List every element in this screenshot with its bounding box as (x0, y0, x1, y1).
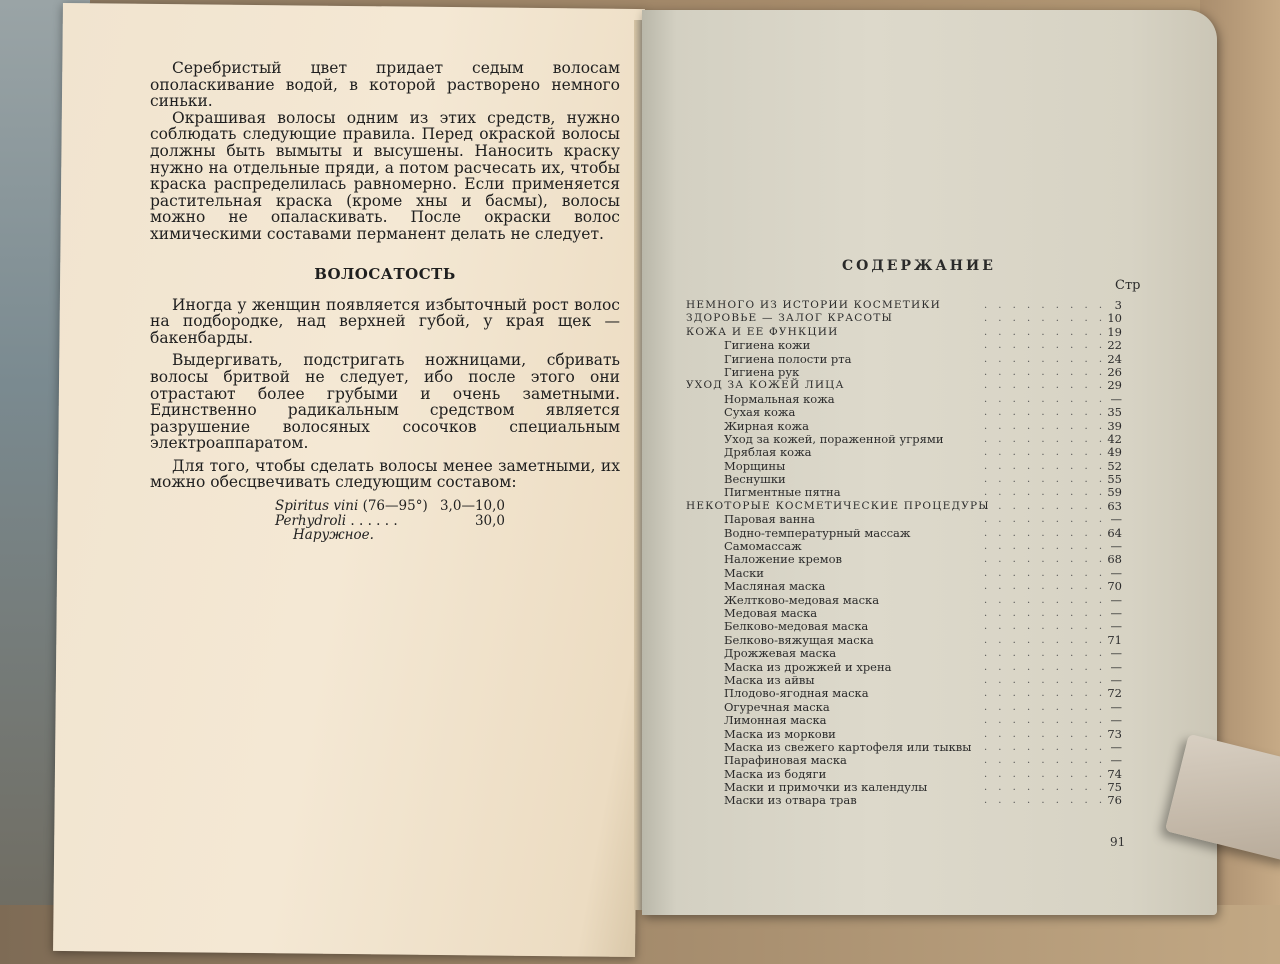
toc-entry-title: Гигиена полости рта (724, 351, 852, 366)
toc-entry-title: Веснушки (724, 472, 786, 487)
toc-entry-page: — (1110, 739, 1122, 754)
paragraph-removal: Выдергивать, подстригать ножницами, сбривать волосы бритвой не следует, ибо после этого они отрастают более грубыми и очень заметными. Единственно радикальным средством является разрушение волосяных сосочков специальным электроаппаратом. (150, 351, 620, 453)
toc-leader-dots: . . . . . . . . . (983, 741, 1106, 753)
toc-leader-dots: . . . . . . . . . (983, 594, 1106, 606)
toc-entry (686, 366, 1126, 379)
toc-entry-page: — (1110, 619, 1122, 634)
toc-entry (686, 580, 1126, 593)
toc-leader-dots: . . . . . . . . . (983, 715, 1106, 727)
toc-entry-page: — (1110, 592, 1122, 607)
toc-entry (686, 353, 1126, 366)
toc-entry (686, 674, 1126, 687)
toc-entry (686, 433, 1126, 446)
toc-entry-page: — (1110, 539, 1122, 554)
toc-entry-title: Жирная кожа (724, 418, 809, 433)
toc-entry (686, 500, 1126, 513)
formula-block (275, 499, 620, 543)
toc-entry-title: Гигиена кожи (724, 338, 811, 353)
toc-leader-dots: . . . . . . . . . (983, 795, 1106, 807)
toc-entry-title: Масляная маска (724, 579, 826, 594)
toc-entry-page: 52 (1107, 458, 1122, 473)
toc-entry-page: — (1110, 672, 1122, 687)
paragraph-hirsutism: Иногда у женщин появляется избыточный рост волос на подбородке, над верхней губой, у края щек — бакенбарды. (150, 295, 620, 347)
toc-leader-dots: . . . . . . . . . (983, 300, 1106, 311)
toc-entry (686, 754, 1126, 767)
toc-entry-page: 76 (1107, 793, 1122, 808)
toc-entry-title: НЕМНОГО ИЗ ИСТОРИИ КОСМЕТИКИ (686, 299, 942, 311)
toc-entry (686, 540, 1126, 553)
toc-entry-title: Желтково-медовая маска (724, 592, 880, 607)
toc-entry-page: 72 (1107, 686, 1122, 701)
toc-entry-title: Нормальная кожа (724, 391, 835, 406)
toc-entry-page: 19 (1107, 324, 1122, 339)
toc-entry-page: — (1110, 753, 1122, 768)
toc-leader-dots: . . . . . . . . . (983, 393, 1106, 405)
paragraph-bleaching: Для того, чтобы сделать волосы менее заметными, их можно обесцвечивать следующим составом: (150, 456, 620, 492)
toc-entry (686, 701, 1126, 714)
toc-entry-title: УХОД ЗА КОЖЕЙ ЛИЦА (686, 379, 845, 392)
toc-leader-dots: . . . . . . . . . (983, 688, 1106, 700)
toc-entry-title: Маска из моркови (724, 726, 836, 741)
toc-entry-page: 68 (1107, 552, 1122, 567)
paragraph-dyeing-rules: Окрашивая волосы одним из этих средств, нужно соблюдать следующие правила. Перед окраской волосы должны быть вымыты и высушены. Наносить краску нужно на отдельные пряди, а потом расчесать их, чтобы краска распределилась равномерно. Если применяется растительная краска (кроме хны и басмы), волосы можно не опаласкивать. После окраски волос химическими составами пермaнент делать не следует. (150, 108, 620, 243)
toc-entry-page: 75 (1107, 780, 1122, 795)
toc-entry-page: 10 (1107, 311, 1122, 326)
toc-entry-title: Парафиновая маска (724, 753, 847, 768)
formula-amount: 30,0 (474, 512, 505, 529)
toc-entry-title: Уход за кожей, пораженной угрями (724, 431, 944, 446)
toc-entry-page: 3 (1114, 298, 1122, 312)
toc-entry (686, 768, 1126, 781)
toc-entry-page: — (1110, 391, 1122, 406)
toc-leader-dots: . . . . . . . . . (983, 768, 1106, 780)
toc-entry-title: Маски и примочки из календулы (724, 780, 928, 795)
toc-entry-title: Дряблая кожа (724, 445, 812, 460)
formula-note: Наружное. (293, 527, 374, 544)
toc-leader-dots: . . . . . . . . . (983, 447, 1106, 459)
toc-entry-page: — (1110, 565, 1122, 580)
toc-leader-dots: . . . . . . . . . (983, 728, 1106, 740)
toc-entry-title: Белково-вяжущая маска (724, 632, 874, 647)
section-heading: ВОЛОСАТОСТЬ (314, 264, 456, 283)
toc-leader-dots: . . . . . . . . . (983, 340, 1106, 352)
toc-entry-page: 64 (1107, 525, 1122, 540)
toc-entry (686, 527, 1126, 540)
toc-entry (686, 446, 1126, 459)
toc-entry-title: Гигиена рук (724, 364, 800, 379)
toc-entry-page: — (1110, 659, 1122, 674)
table-of-contents (686, 299, 1126, 808)
toc-entry (686, 794, 1126, 807)
toc-entry-page: 63 (1107, 498, 1122, 513)
toc-leader-dots: . . . . . . . . . (983, 755, 1106, 767)
toc-entry (686, 620, 1126, 633)
toc-entry-page: 26 (1107, 364, 1122, 379)
toc-entry-page: 35 (1107, 405, 1122, 420)
toc-entry (686, 473, 1126, 486)
paragraph-silver-color: Серебристый цвет придает седым волосам ополаскивание водой, в которой растворено немного синьки. (150, 59, 620, 111)
toc-entry-title: КОЖА И ЕЕ ФУНКЦИИ (686, 325, 839, 338)
toc-entry (686, 312, 1126, 325)
toc-entry-title: Маска из дрожжей и хрена (724, 659, 892, 674)
toc-entry-title: НЕКОТОРЫЕ КОСМЕТИЧЕСКИЕ ПРОЦЕДУРЫ (686, 499, 990, 512)
toc-title: СОДЕРЖАНИЕ (842, 258, 996, 274)
toc-leader-dots: . . . . . . . . . (983, 433, 1106, 445)
toc-entry (686, 339, 1126, 352)
toc-leader-dots: . . . . . . . . . (983, 474, 1106, 486)
toc-leader-dots: . . . . . . . . . (983, 407, 1106, 419)
toc-entry-title: Пигментные пятна (724, 485, 841, 500)
toc-entry (686, 687, 1126, 700)
toc-entry-page: — (1110, 512, 1122, 527)
toc-entry-title: Маски (724, 565, 764, 580)
toc-leader-dots: . . . . . . . . . (983, 353, 1106, 365)
toc-entry-title: Лимонная маска (724, 713, 827, 728)
toc-entry-title: Маска из бодяги (724, 766, 827, 781)
toc-leader-dots: . . . . . . . . . (983, 554, 1106, 566)
toc-entry-page: 73 (1107, 726, 1122, 741)
toc-entry-page: 71 (1107, 632, 1122, 647)
toc-entry-page: — (1110, 713, 1122, 728)
toc-leader-dots: . . . . . . . . . (983, 674, 1106, 686)
toc-entry (686, 299, 1126, 312)
toc-leader-dots: . . . . . . . . . (983, 527, 1106, 539)
toc-entry-title: Морщины (724, 458, 786, 473)
formula-amount: 3,0—10,0 (439, 498, 505, 515)
toc-leader-dots: . . . . . . . . . (983, 701, 1106, 713)
toc-leader-dots: . . . . . . . . . (983, 648, 1106, 660)
toc-entry-page: 24 (1107, 351, 1122, 366)
toc-entry (686, 393, 1126, 406)
toc-leader-dots: . . . . . . . . . (983, 607, 1106, 619)
formula-detail: (76—95°) (362, 498, 428, 515)
toc-entry-title: Огуречная маска (724, 699, 830, 714)
toc-entry-page: 49 (1107, 445, 1122, 460)
toc-leader-dots: . . . . . . . . . (983, 487, 1106, 499)
toc-entry-page: 39 (1107, 418, 1122, 433)
formula-dots: . . . . . . (350, 512, 398, 529)
toc-leader-dots: . . . . . . . . . (983, 567, 1106, 579)
toc-entry-page: 42 (1107, 431, 1122, 446)
toc-entry-page: 29 (1107, 378, 1122, 393)
formula-row (275, 499, 505, 514)
toc-entry (686, 486, 1126, 499)
toc-entry-page: 59 (1107, 485, 1122, 500)
toc-entry-title: Водно-температурный массаж (724, 525, 911, 540)
toc-entry (686, 406, 1126, 419)
toc-entry-page: 22 (1107, 338, 1122, 353)
toc-entry (686, 420, 1126, 433)
toc-entry (686, 553, 1126, 566)
formula-ingredient: Perhydroli (275, 512, 347, 529)
toc-entry (686, 567, 1126, 580)
toc-leader-dots: . . . . . . . . . (983, 500, 1106, 512)
toc-leader-dots: . . . . . . . . . (983, 420, 1106, 432)
toc-entry (686, 647, 1126, 660)
toc-entry-title: Сухая кожа (724, 405, 796, 420)
toc-leader-dots: . . . . . . . . . (983, 366, 1106, 378)
toc-leader-dots: . . . . . . . . . (983, 661, 1106, 673)
toc-leader-dots: . . . . . . . . . (983, 514, 1106, 526)
toc-entry-page: 74 (1107, 766, 1122, 781)
toc-entry-title: Белково-медовая маска (724, 619, 869, 634)
toc-entry (686, 741, 1126, 754)
toc-entry-title: Паровая ванна (724, 512, 815, 527)
toc-entry-title: Самомассаж (724, 539, 802, 554)
toc-entry (686, 714, 1126, 727)
toc-entry (686, 728, 1126, 741)
toc-entry-page: 55 (1107, 472, 1122, 487)
toc-leader-dots: . . . . . . . . . (983, 380, 1106, 392)
toc-entry-page: 70 (1107, 579, 1122, 594)
toc-entry (686, 513, 1126, 526)
formula-row (275, 514, 505, 529)
toc-leader-dots: . . . . . . . . . (983, 782, 1106, 794)
formula-ingredient: Spiritus vini (275, 498, 359, 515)
toc-entry (686, 607, 1126, 620)
toc-leader-dots: . . . . . . . . . (983, 326, 1106, 338)
toc-entry (686, 634, 1126, 647)
toc-entry-title: Наложение кремов (724, 552, 842, 567)
toc-leader-dots: . . . . . . . . . (983, 541, 1106, 553)
toc-page-column-header: Стр (1115, 278, 1141, 293)
toc-entry (686, 326, 1126, 339)
toc-leader-dots: . . . . . . . . . (983, 621, 1106, 633)
toc-entry (686, 379, 1126, 392)
toc-leader-dots: . . . . . . . . . (983, 581, 1106, 593)
toc-entry-title: Маска из свежего картофеля или тыквы (724, 739, 972, 754)
toc-entry-page: — (1110, 605, 1122, 620)
toc-entry-page: — (1110, 699, 1122, 714)
toc-entry-title: Медовая маска (724, 605, 818, 620)
toc-entry-page: — (1110, 646, 1122, 661)
toc-entry (686, 594, 1126, 607)
toc-leader-dots: . . . . . . . . . (983, 313, 1106, 325)
toc-entry (686, 781, 1126, 794)
toc-entry-title: Маска из айвы (724, 672, 815, 687)
toc-entry-title: ЗДОРОВЬЕ — ЗАЛОГ КРАСОТЫ (686, 312, 894, 325)
toc-entry (686, 460, 1126, 473)
toc-entry (686, 661, 1126, 674)
toc-entry-title: Маски из отвара трав (724, 793, 857, 808)
left-page-text (150, 60, 620, 543)
toc-leader-dots: . . . . . . . . . (983, 634, 1106, 646)
toc-entry-title: Дрожжевая маска (724, 646, 837, 661)
toc-leader-dots: . . . . . . . . . (983, 460, 1106, 472)
page-number: 91 (1110, 835, 1126, 849)
toc-entry-title: Плодово-ягодная маска (724, 686, 869, 701)
